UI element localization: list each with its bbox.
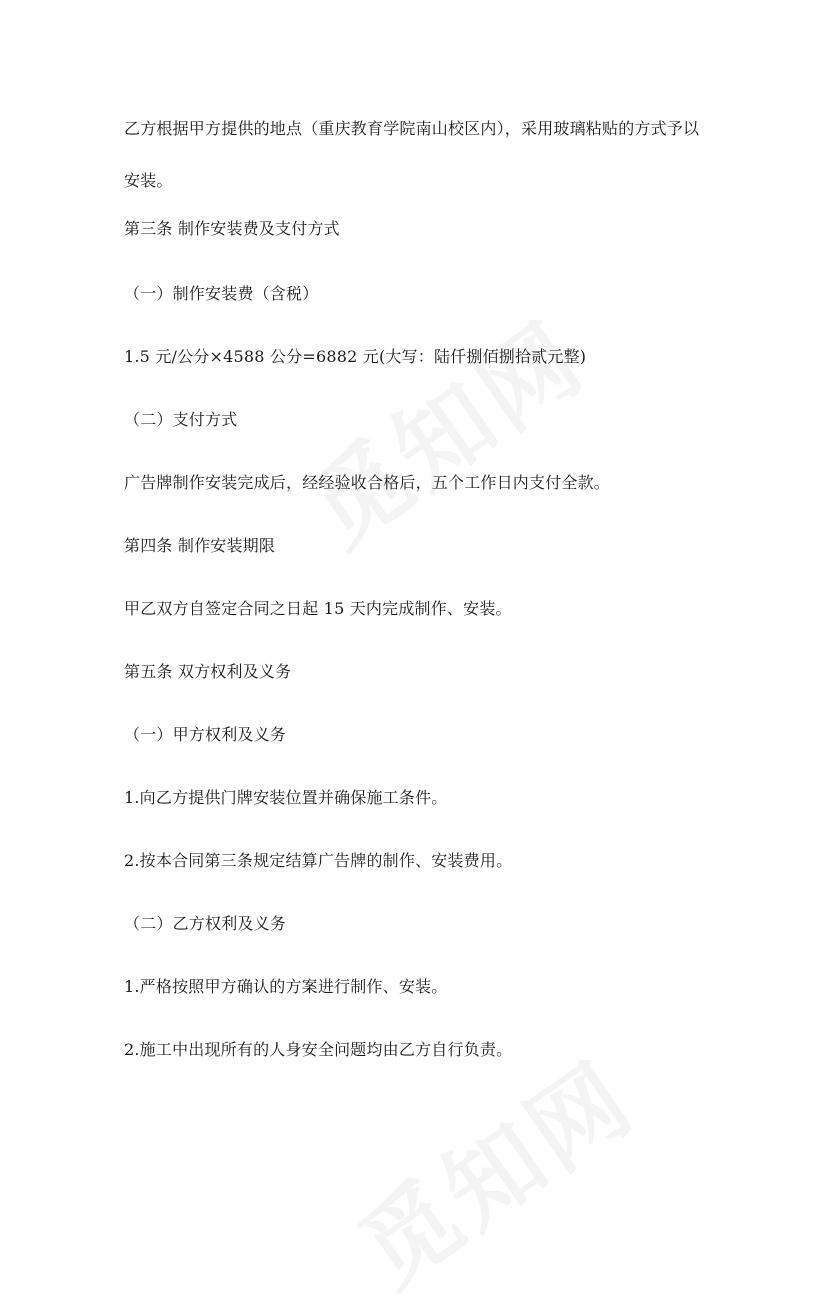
- subheading-party-b-rights: （二）乙方权利及义务: [124, 914, 287, 933]
- heading-article-4: 第四条 制作安装期限: [124, 536, 276, 555]
- subheading-payment-method: （二）支付方式: [124, 410, 238, 429]
- paragraph-fee-calculation: 1.5 元/公分×4588 公分=6882 元(大写：陆仟捌佰捌拾贰元整): [124, 347, 587, 366]
- paragraph-installation-period: 甲乙双方自签定合同之日起 15 天内完成制作、安装。: [124, 599, 512, 618]
- list-item-party-a-2: 2.按本合同第三条规定结算广告牌的制作、安装费用。: [124, 851, 513, 870]
- list-item-party-b-1: 1.严格按照甲方确认的方案进行制作、安装。: [124, 977, 448, 996]
- list-item-party-a-1: 1.向乙方提供门牌安装位置并确保施工条件。: [124, 788, 448, 807]
- heading-article-3: 第三条 制作安装费及支付方式: [124, 219, 340, 238]
- list-item-party-b-2: 2.施工中出现所有的人身安全问题均由乙方自行负责。: [124, 1040, 513, 1059]
- paragraph-payment-terms: 广告牌制作安装完成后，经经验收合格后，五个工作日内支付全款。: [124, 473, 611, 492]
- subheading-party-a-rights: （一）甲方权利及义务: [124, 725, 287, 744]
- heading-article-5: 第五条 双方权利及义务: [124, 662, 292, 681]
- watermark: [328, 1025, 657, 1312]
- subheading-installation-fee: （一）制作安装费（含税）: [124, 284, 319, 303]
- paragraph-location: 乙方根据甲方提供的地点（重庆教育学院南山校区内），采用玻璃粘贴的方式予以安装。: [124, 119, 700, 190]
